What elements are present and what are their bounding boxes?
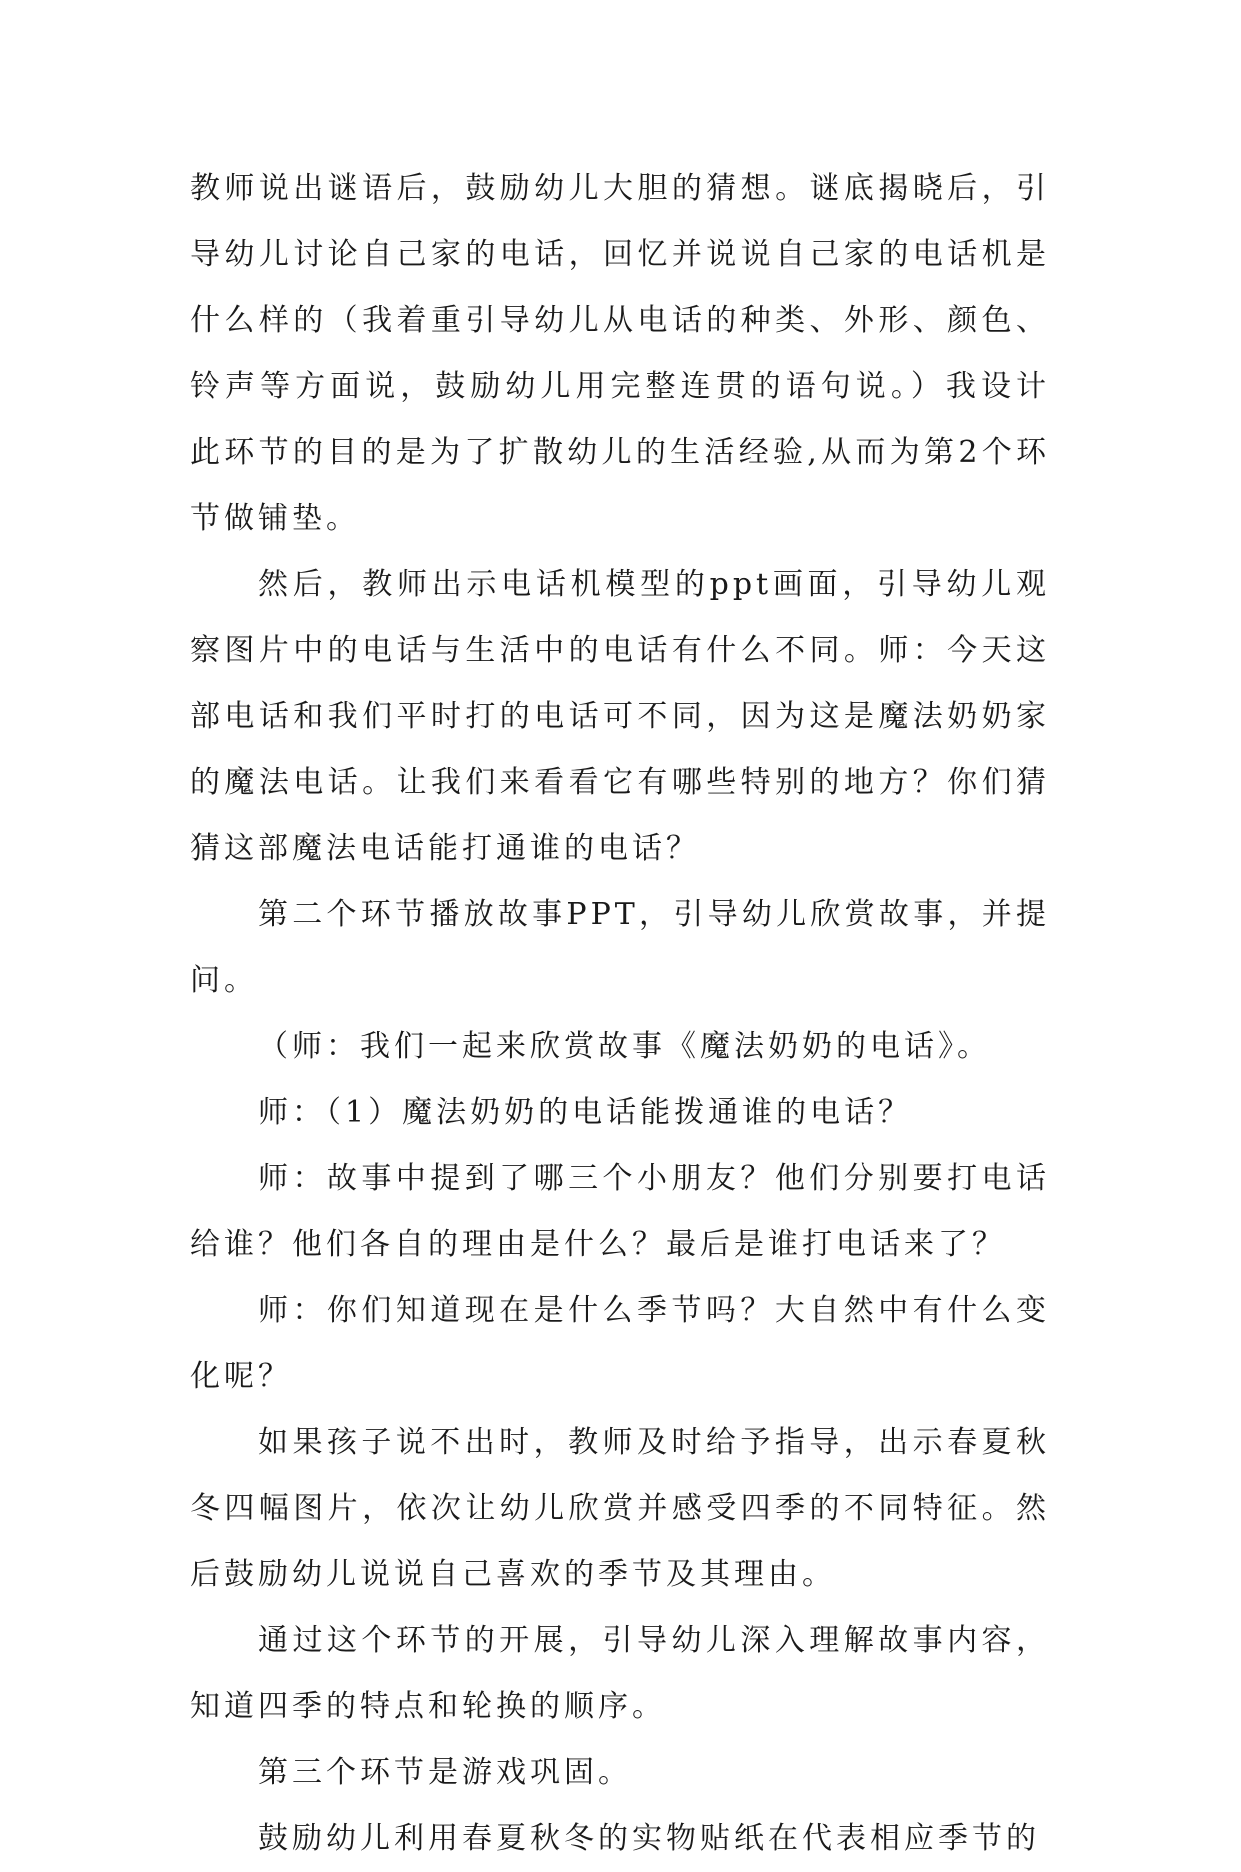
paragraph-9: 通过这个环节的开展，引导幼儿深入理解故事内容，知道四季的特点和轮换的顺序。: [190, 1623, 1050, 1724]
paragraph-6: 师：故事中提到了哪三个小朋友？他们分别要打电话给谁？他们各自的理由是什么？最后是谁打电话来了？: [190, 1161, 1050, 1262]
paragraph-3: 第二个环节播放故事PPT，引导幼儿欣赏故事，并提问。: [190, 897, 1050, 998]
paragraph-10: 第三个环节是游戏巩固。: [258, 1755, 632, 1790]
paragraph-1: 教师说出谜语后，鼓励幼儿大胆的猜想。谜底揭晓后，引导幼儿讨论自己家的电话，回忆并说说自己家的电话机是什么样的（我着重引导幼儿从电话的种类、外形、颜色、铃声等方面说，鼓励幼儿用完整连贯的语句说。）我设计此环节的目的是为了扩散幼儿的生活经验,从而为第2个环节做铺垫。: [190, 171, 1050, 536]
paragraph-2: 然后，教师出示电话机模型的ppt画面，引导幼儿观察图片中的电话与生活中的电话有什么不同。师：今天这部电话和我们平时打的电话可不同，因为这是魔法奶奶家的魔法电话。让我们来看看它有哪些特别的地方？你们猜猜这部魔法电话能打通谁的电话？: [190, 567, 1050, 866]
paragraph-11: 鼓励幼儿利用春夏秋冬的实物贴纸在代表相应季节的: [258, 1821, 1040, 1856]
paragraph-4: （师：我们一起来欣赏故事《魔法奶奶的电话》。: [258, 1029, 991, 1064]
paragraph-7: 师：你们知道现在是什么季节吗？大自然中有什么变化呢？: [190, 1293, 1050, 1394]
document-body: [190, 156, 1050, 1872]
paragraph-8: 如果孩子说不出时，教师及时给予指导，出示春夏秋冬四幅图片，依次让幼儿欣赏并感受四季的不同特征。然后鼓励幼儿说说自己喜欢的季节及其理由。: [190, 1425, 1050, 1592]
paragraph-5: 师：（1）魔法奶奶的电话能拨通谁的电话？: [258, 1095, 913, 1130]
